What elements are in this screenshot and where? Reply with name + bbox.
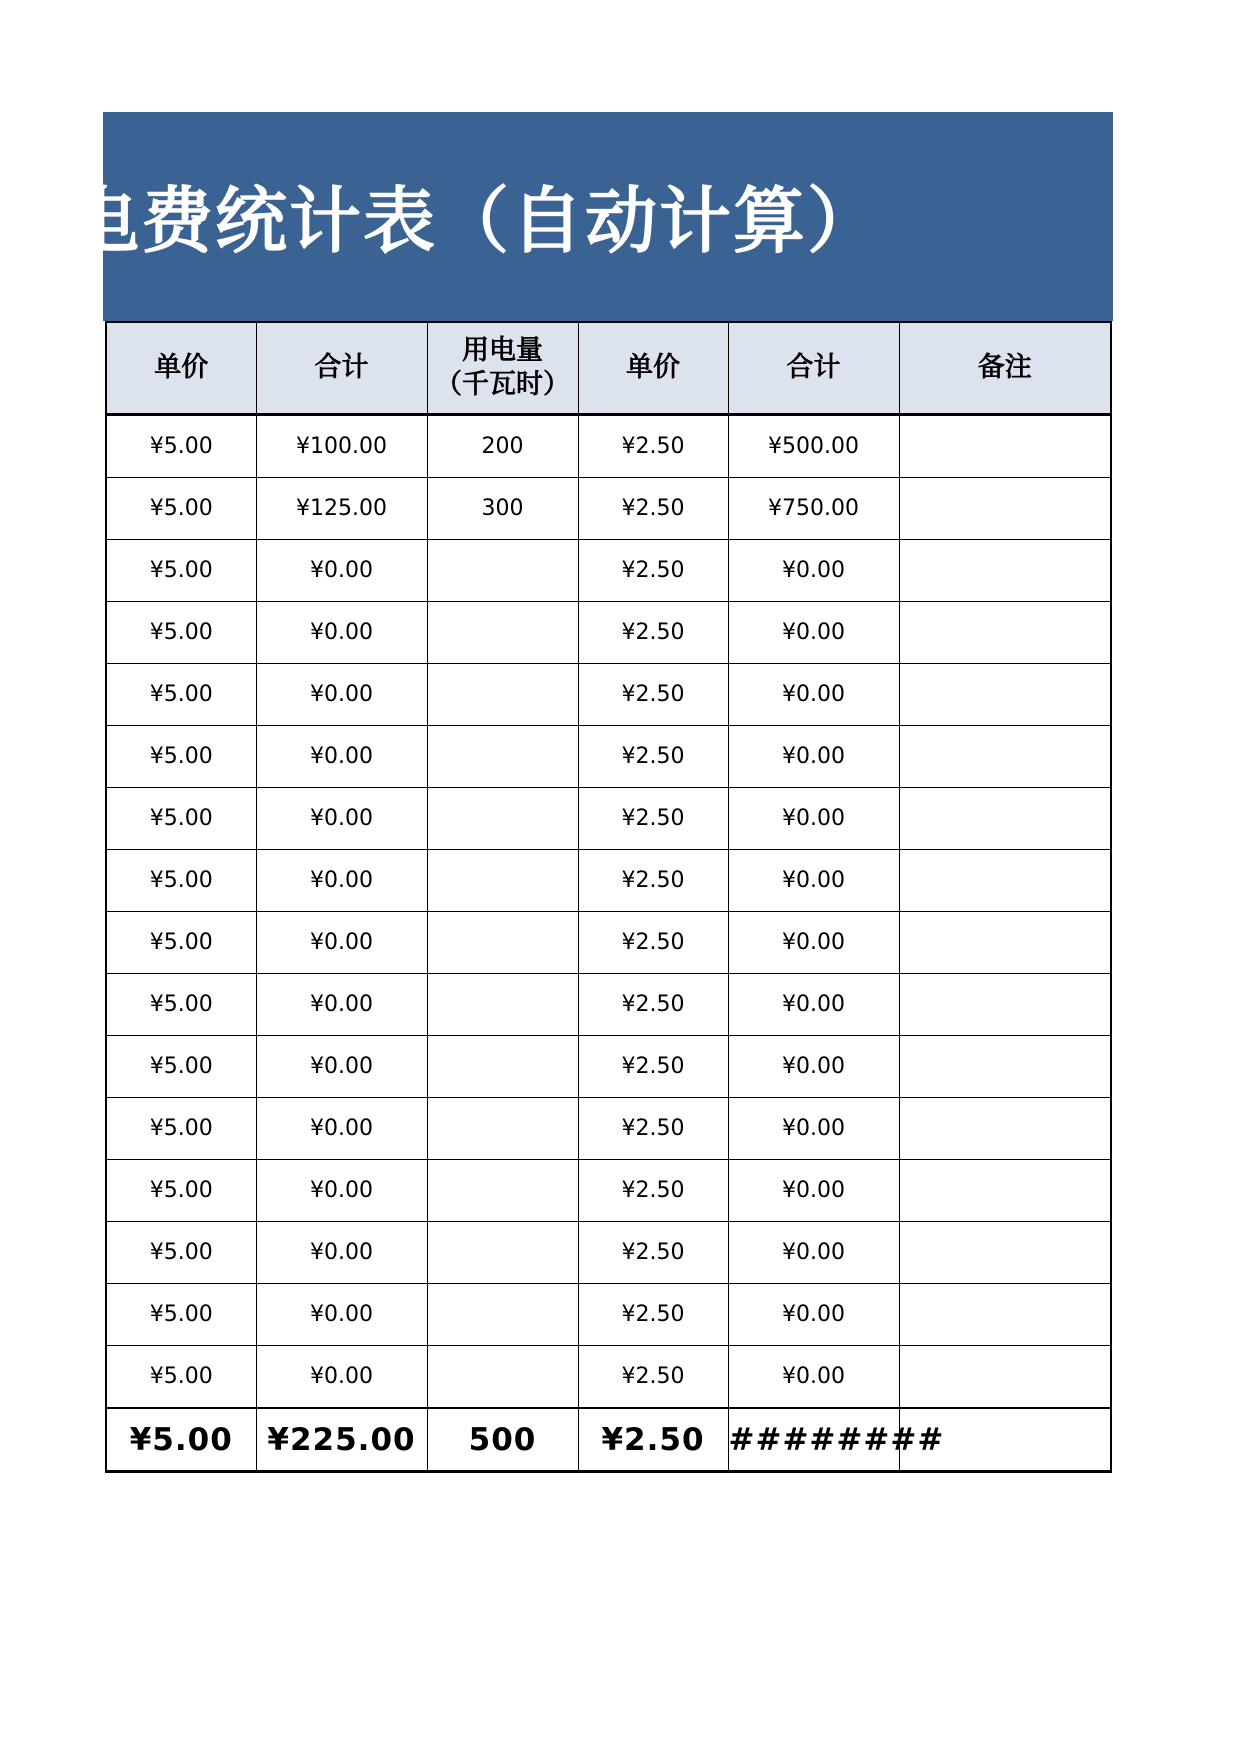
cell-unit-price-2[interactable]: ¥2.50: [578, 602, 728, 664]
table-row: [106, 1222, 1111, 1284]
cell-total[interactable]: ¥0.00: [256, 850, 427, 912]
cell-total-2[interactable]: ¥0.00: [728, 1222, 899, 1284]
cell-total[interactable]: ¥0.00: [256, 1098, 427, 1160]
cell-remarks[interactable]: [899, 1222, 1111, 1284]
cell-unit-price[interactable]: ¥5.00: [106, 1160, 256, 1222]
header-unit-price-2[interactable]: 单价: [578, 322, 728, 415]
total-sum-2[interactable]: ########: [728, 1408, 899, 1472]
cell-remarks[interactable]: [899, 415, 1111, 478]
cell-unit-price[interactable]: ¥5.00: [106, 1346, 256, 1409]
cell-unit-price-2[interactable]: ¥2.50: [578, 664, 728, 726]
cell-total[interactable]: ¥0.00: [256, 912, 427, 974]
cell-remarks[interactable]: [899, 602, 1111, 664]
cell-total[interactable]: ¥0.00: [256, 664, 427, 726]
cell-usage[interactable]: [427, 1346, 578, 1409]
cell-remarks[interactable]: [899, 912, 1111, 974]
cell-unit-price[interactable]: ¥5.00: [106, 788, 256, 850]
cell-total-2[interactable]: ¥0.00: [728, 1284, 899, 1346]
page-title: 电费统计表（自动计算）: [67, 179, 882, 263]
total-usage[interactable]: 500: [427, 1408, 578, 1472]
cell-unit-price[interactable]: ¥5.00: [106, 664, 256, 726]
cell-total-2[interactable]: ¥0.00: [728, 912, 899, 974]
cell-unit-price-2[interactable]: ¥2.50: [578, 1222, 728, 1284]
header-usage[interactable]: 用电量 （千瓦时）: [427, 322, 578, 415]
table-row: [106, 1098, 1111, 1160]
cell-unit-price[interactable]: ¥5.00: [106, 1098, 256, 1160]
cell-unit-price-2[interactable]: ¥2.50: [578, 912, 728, 974]
table-row: [106, 540, 1111, 602]
cell-unit-price[interactable]: ¥5.00: [106, 1284, 256, 1346]
cell-unit-price-2[interactable]: ¥2.50: [578, 850, 728, 912]
cell-unit-price[interactable]: ¥5.00: [106, 602, 256, 664]
cell-total-2[interactable]: ¥0.00: [728, 974, 899, 1036]
cell-remarks[interactable]: [899, 1284, 1111, 1346]
cell-remarks[interactable]: [899, 850, 1111, 912]
cell-usage[interactable]: [427, 664, 578, 726]
cell-total-2[interactable]: ¥0.00: [728, 788, 899, 850]
table-row: [106, 974, 1111, 1036]
cell-usage[interactable]: [427, 602, 578, 664]
cell-remarks[interactable]: [899, 1160, 1111, 1222]
total-sum[interactable]: ¥225.00: [256, 1408, 427, 1472]
table-row: [106, 415, 1111, 478]
cell-unit-price-2[interactable]: ¥2.50: [578, 726, 728, 788]
header-remarks[interactable]: 备注: [899, 322, 1111, 415]
cell-usage[interactable]: [427, 912, 578, 974]
table-row: [106, 664, 1111, 726]
cell-usage[interactable]: [427, 1222, 578, 1284]
header-total-2[interactable]: 合计: [728, 322, 899, 415]
cell-total[interactable]: ¥100.00: [256, 415, 427, 478]
cell-unit-price-2[interactable]: ¥2.50: [578, 1284, 728, 1346]
table-row: [106, 912, 1111, 974]
cell-unit-price-2[interactable]: ¥2.50: [578, 788, 728, 850]
cell-unit-price-2[interactable]: ¥2.50: [578, 1346, 728, 1409]
cell-total-2[interactable]: ¥0.00: [728, 850, 899, 912]
cell-total[interactable]: ¥0.00: [256, 602, 427, 664]
cell-total-2[interactable]: ¥0.00: [728, 602, 899, 664]
electricity-table: [105, 321, 1112, 1473]
cell-remarks[interactable]: [899, 540, 1111, 602]
total-unit-price[interactable]: ¥5.00: [106, 1408, 256, 1472]
cell-unit-price[interactable]: ¥5.00: [106, 1036, 256, 1098]
cell-total[interactable]: ¥0.00: [256, 1284, 427, 1346]
header-unit-price[interactable]: 单价: [106, 322, 256, 415]
cell-usage[interactable]: [427, 1098, 578, 1160]
cell-total-2[interactable]: ¥0.00: [728, 1160, 899, 1222]
cell-unit-price-2[interactable]: ¥2.50: [578, 478, 728, 540]
cell-unit-price-2[interactable]: ¥2.50: [578, 415, 728, 478]
cell-unit-price[interactable]: ¥5.00: [106, 850, 256, 912]
table-row: [106, 602, 1111, 664]
totals-row: [106, 1408, 1111, 1472]
cell-unit-price-2[interactable]: ¥2.50: [578, 1160, 728, 1222]
cell-total[interactable]: ¥0.00: [256, 1036, 427, 1098]
title-banner: [67, 112, 1113, 321]
cell-total[interactable]: ¥0.00: [256, 1160, 427, 1222]
header-total[interactable]: 合计: [256, 322, 427, 415]
cell-remarks[interactable]: [899, 1036, 1111, 1098]
cell-usage[interactable]: [427, 850, 578, 912]
cell-unit-price[interactable]: ¥5.00: [106, 1222, 256, 1284]
table-row: [106, 850, 1111, 912]
cell-usage[interactable]: 300: [427, 478, 578, 540]
table-row: [106, 478, 1111, 540]
spreadsheet-page: [67, 112, 1113, 1458]
cell-remarks[interactable]: [899, 1346, 1111, 1409]
table-row: [106, 1284, 1111, 1346]
cell-total[interactable]: ¥0.00: [256, 788, 427, 850]
cell-usage[interactable]: [427, 540, 578, 602]
cell-unit-price[interactable]: ¥5.00: [106, 974, 256, 1036]
header-row: [106, 322, 1111, 415]
cell-usage[interactable]: [427, 788, 578, 850]
table-row: [106, 788, 1111, 850]
cell-usage[interactable]: 200: [427, 415, 578, 478]
cell-unit-price-2[interactable]: ¥2.50: [578, 540, 728, 602]
cell-remarks[interactable]: [899, 664, 1111, 726]
table-row: [106, 1036, 1111, 1098]
table-body: [106, 415, 1111, 1409]
cell-unit-price[interactable]: ¥5.00: [106, 415, 256, 478]
cell-total[interactable]: ¥0.00: [256, 974, 427, 1036]
cell-total-2[interactable]: ¥500.00: [728, 415, 899, 478]
cell-usage[interactable]: [427, 1284, 578, 1346]
cell-total[interactable]: ¥0.00: [256, 1222, 427, 1284]
cell-total-2[interactable]: ¥0.00: [728, 1346, 899, 1409]
cell-usage[interactable]: [427, 1036, 578, 1098]
cell-remarks[interactable]: [899, 788, 1111, 850]
cell-total-2[interactable]: ¥0.00: [728, 664, 899, 726]
table-row: [106, 1160, 1111, 1222]
cell-unit-price[interactable]: ¥5.00: [106, 726, 256, 788]
cell-usage[interactable]: [427, 726, 578, 788]
total-unit-price-2[interactable]: ¥2.50: [578, 1408, 728, 1472]
cell-total[interactable]: ¥0.00: [256, 1346, 427, 1409]
cell-total-2[interactable]: ¥0.00: [728, 540, 899, 602]
cell-remarks[interactable]: [899, 726, 1111, 788]
cell-total-2[interactable]: ¥0.00: [728, 726, 899, 788]
cell-total[interactable]: ¥0.00: [256, 726, 427, 788]
cell-total[interactable]: ¥0.00: [256, 540, 427, 602]
cell-usage[interactable]: [427, 1160, 578, 1222]
cell-unit-price[interactable]: ¥5.00: [106, 912, 256, 974]
cell-unit-price-2[interactable]: ¥2.50: [578, 1036, 728, 1098]
cell-remarks[interactable]: [899, 478, 1111, 540]
cell-remarks[interactable]: [899, 1098, 1111, 1160]
cell-unit-price[interactable]: ¥5.00: [106, 540, 256, 602]
cell-total-2[interactable]: ¥0.00: [728, 1036, 899, 1098]
cell-remarks[interactable]: [899, 974, 1111, 1036]
cell-unit-price-2[interactable]: ¥2.50: [578, 974, 728, 1036]
cell-total-2[interactable]: ¥0.00: [728, 1098, 899, 1160]
cell-usage[interactable]: [427, 974, 578, 1036]
cell-total-2[interactable]: ¥750.00: [728, 478, 899, 540]
table-row: [106, 1346, 1111, 1409]
cell-total[interactable]: ¥125.00: [256, 478, 427, 540]
table-row: [106, 726, 1111, 788]
cell-unit-price[interactable]: ¥5.00: [106, 478, 256, 540]
cell-unit-price-2[interactable]: ¥2.50: [578, 1098, 728, 1160]
